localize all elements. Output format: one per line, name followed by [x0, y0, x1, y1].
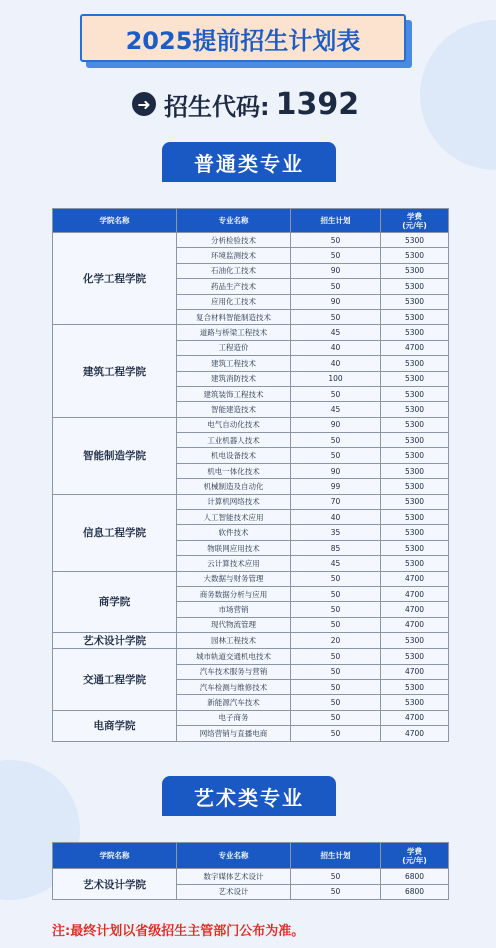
- enrollment-plan-cell: 99: [291, 479, 381, 494]
- enrollment-plan-cell: 90: [291, 294, 381, 309]
- enrollment-plan-cell: 50: [291, 279, 381, 294]
- major-name-cell: 机电一体化技术: [177, 463, 291, 478]
- tuition-fee-cell: 4700: [381, 571, 449, 586]
- enrollment-code: [132, 86, 359, 122]
- major-name-cell: 物联网应用技术: [177, 540, 291, 555]
- major-name-cell: 商务数据分析与应用: [177, 586, 291, 601]
- background-decoration: [420, 20, 496, 170]
- table-header-row: [53, 209, 449, 233]
- enrollment-code-label: 招生代码:: [164, 92, 270, 121]
- major-name-cell: 建筑装饰工程技术: [177, 386, 291, 401]
- table-row: [53, 633, 449, 649]
- college-name-cell: 艺术设计学院: [53, 633, 177, 649]
- tuition-fee-cell: 5300: [381, 294, 449, 309]
- enrollment-plan-cell: 50: [291, 602, 381, 617]
- major-name-cell: 市场营销: [177, 602, 291, 617]
- tuition-fee-cell: 4700: [381, 710, 449, 725]
- page-title: 2025提前招生计划表: [80, 14, 406, 62]
- enrollment-plan-cell: 50: [291, 664, 381, 679]
- major-name-cell: 分析检验技术: [177, 233, 291, 248]
- enrollment-plan-cell: 50: [291, 869, 381, 885]
- major-name-cell: 新能源汽车技术: [177, 695, 291, 710]
- enrollment-plan-cell: 50: [291, 309, 381, 324]
- enrollment-plan-cell: 50: [291, 726, 381, 741]
- major-name-cell: 复合材料智能制造技术: [177, 309, 291, 324]
- college-name-cell: 信息工程学院: [53, 494, 177, 571]
- enrollment-plan-cell: 50: [291, 695, 381, 710]
- enrollment-plan-cell: 35: [291, 525, 381, 540]
- major-name-cell: 软件技术: [177, 525, 291, 540]
- enrollment-plan-cell: 90: [291, 263, 381, 278]
- enrollment-plan-cell: 70: [291, 494, 381, 509]
- major-name-cell: 园林工程技术: [177, 633, 291, 649]
- col-header-major: 专业名称: [177, 843, 291, 869]
- enrollment-plan-cell: 50: [291, 884, 381, 900]
- table-row: [53, 649, 449, 664]
- col-header-major: 专业名称: [177, 209, 291, 233]
- arrow-right-circle-icon: ➜: [132, 92, 156, 116]
- tuition-fee-cell: 5300: [381, 525, 449, 540]
- table-header-row: [53, 843, 449, 869]
- tuition-fee-cell: 5300: [381, 510, 449, 525]
- enrollment-plan-cell: 45: [291, 556, 381, 571]
- tuition-fee-cell: 5300: [381, 540, 449, 555]
- tuition-fee-cell: 4700: [381, 617, 449, 632]
- tuition-fee-cell: 5300: [381, 448, 449, 463]
- enrollment-plan-cell: 90: [291, 463, 381, 478]
- page-title-banner: [80, 14, 412, 68]
- major-name-cell: 电气自动化技术: [177, 417, 291, 432]
- major-name-cell: 机械制造及自动化: [177, 479, 291, 494]
- college-name-cell: 智能制造学院: [53, 417, 177, 494]
- college-name-cell: 艺术设计学院: [53, 869, 177, 900]
- table-row: [53, 869, 449, 885]
- tuition-fee-cell: 4700: [381, 602, 449, 617]
- enrollment-plan-cell: 50: [291, 433, 381, 448]
- table-row: [53, 571, 449, 586]
- col-header-college: 学院名称: [53, 843, 177, 869]
- major-name-cell: 城市轨道交通机电技术: [177, 649, 291, 664]
- enrollment-plan-cell: 50: [291, 248, 381, 263]
- major-name-cell: 大数据与财务管理: [177, 571, 291, 586]
- enrollment-plan-cell: 40: [291, 356, 381, 371]
- college-name-cell: 建筑工程学院: [53, 325, 177, 417]
- major-name-cell: 工程造价: [177, 340, 291, 355]
- tuition-fee-cell: 5300: [381, 309, 449, 324]
- major-name-cell: 电子商务: [177, 710, 291, 725]
- col-header-plan: 招生计划: [291, 209, 381, 233]
- tuition-fee-cell: 5300: [381, 649, 449, 664]
- enrollment-plan-cell: 50: [291, 710, 381, 725]
- enrollment-plan-cell: 50: [291, 679, 381, 694]
- tuition-fee-cell: 5300: [381, 386, 449, 401]
- enrollment-plan-cell: 40: [291, 340, 381, 355]
- art-majors-table: [52, 842, 449, 900]
- college-name-cell: 交通工程学院: [53, 649, 177, 711]
- college-name-cell: 电商学院: [53, 710, 177, 741]
- major-name-cell: 机电设备技术: [177, 448, 291, 463]
- major-name-cell: 智能建造技术: [177, 402, 291, 417]
- enrollment-plan-cell: 50: [291, 617, 381, 632]
- tuition-fee-cell: 5300: [381, 556, 449, 571]
- tuition-fee-cell: 5300: [381, 248, 449, 263]
- tuition-fee-cell: 5300: [381, 479, 449, 494]
- enrollment-plan-cell: 50: [291, 571, 381, 586]
- enrollment-plan-cell: 85: [291, 540, 381, 555]
- enrollment-plan-cell: 50: [291, 649, 381, 664]
- table-row: [53, 233, 449, 248]
- general-section-title: 普通类专业: [162, 142, 336, 182]
- enrollment-plan-cell: 50: [291, 448, 381, 463]
- table-row: [53, 710, 449, 725]
- general-majors-table: [52, 208, 449, 742]
- col-header-plan: 招生计划: [291, 843, 381, 869]
- table-row: [53, 494, 449, 509]
- major-name-cell: 数字媒体艺术设计: [177, 869, 291, 885]
- enrollment-plan-cell: 45: [291, 402, 381, 417]
- major-name-cell: 网络营销与直播电商: [177, 726, 291, 741]
- tuition-fee-cell: 5300: [381, 494, 449, 509]
- major-name-cell: 应用化工技术: [177, 294, 291, 309]
- major-name-cell: 石油化工技术: [177, 263, 291, 278]
- major-name-cell: 计算机网络技术: [177, 494, 291, 509]
- tuition-fee-cell: 5300: [381, 263, 449, 278]
- tuition-fee-cell: 5300: [381, 433, 449, 448]
- tuition-fee-cell: 5300: [381, 402, 449, 417]
- footnote: 注:最终计划以省级招生主管部门公布为准。: [52, 924, 305, 939]
- major-name-cell: 艺术设计: [177, 884, 291, 900]
- tuition-fee-cell: 5300: [381, 633, 449, 649]
- major-name-cell: 药品生产技术: [177, 279, 291, 294]
- tuition-fee-cell: 5300: [381, 679, 449, 694]
- tuition-fee-cell: 4700: [381, 340, 449, 355]
- major-name-cell: 建筑工程技术: [177, 356, 291, 371]
- tuition-fee-cell: 4700: [381, 726, 449, 741]
- enrollment-plan-cell: 100: [291, 371, 381, 386]
- enrollment-plan-cell: 50: [291, 586, 381, 601]
- enrollment-plan-cell: 50: [291, 386, 381, 401]
- tuition-fee-cell: 5300: [381, 463, 449, 478]
- major-name-cell: 人工智能技术应用: [177, 510, 291, 525]
- art-section-title: 艺术类专业: [162, 776, 336, 816]
- tuition-fee-cell: 4700: [381, 664, 449, 679]
- tuition-fee-cell: 5300: [381, 695, 449, 710]
- col-header-fee: 学费 (元/年): [381, 209, 449, 233]
- enrollment-plan-cell: 20: [291, 633, 381, 649]
- tuition-fee-cell: 5300: [381, 371, 449, 386]
- college-name-cell: 商学院: [53, 571, 177, 633]
- col-header-fee: 学费 (元/年): [381, 843, 449, 869]
- table-row: [53, 417, 449, 432]
- tuition-fee-cell: 5300: [381, 279, 449, 294]
- major-name-cell: 环境监测技术: [177, 248, 291, 263]
- enrollment-plan-cell: 40: [291, 510, 381, 525]
- tuition-fee-cell: 6800: [381, 884, 449, 900]
- tuition-fee-cell: 6800: [381, 869, 449, 885]
- major-name-cell: 汽车技术服务与营销: [177, 664, 291, 679]
- enrollment-plan-cell: 45: [291, 325, 381, 340]
- tuition-fee-cell: 5300: [381, 233, 449, 248]
- enrollment-code-value: 1392: [275, 86, 360, 122]
- major-name-cell: 工业机器人技术: [177, 433, 291, 448]
- major-name-cell: 建筑消防技术: [177, 371, 291, 386]
- enrollment-plan-cell: 90: [291, 417, 381, 432]
- col-header-college: 学院名称: [53, 209, 177, 233]
- tuition-fee-cell: 5300: [381, 417, 449, 432]
- major-name-cell: 汽车检测与维修技术: [177, 679, 291, 694]
- tuition-fee-cell: 5300: [381, 356, 449, 371]
- tuition-fee-cell: 5300: [381, 325, 449, 340]
- major-name-cell: 云计算技术应用: [177, 556, 291, 571]
- tuition-fee-cell: 4700: [381, 586, 449, 601]
- major-name-cell: 现代物流管理: [177, 617, 291, 632]
- enrollment-plan-cell: 50: [291, 233, 381, 248]
- table-row: [53, 325, 449, 340]
- college-name-cell: 化学工程学院: [53, 233, 177, 325]
- major-name-cell: 道路与桥梁工程技术: [177, 325, 291, 340]
